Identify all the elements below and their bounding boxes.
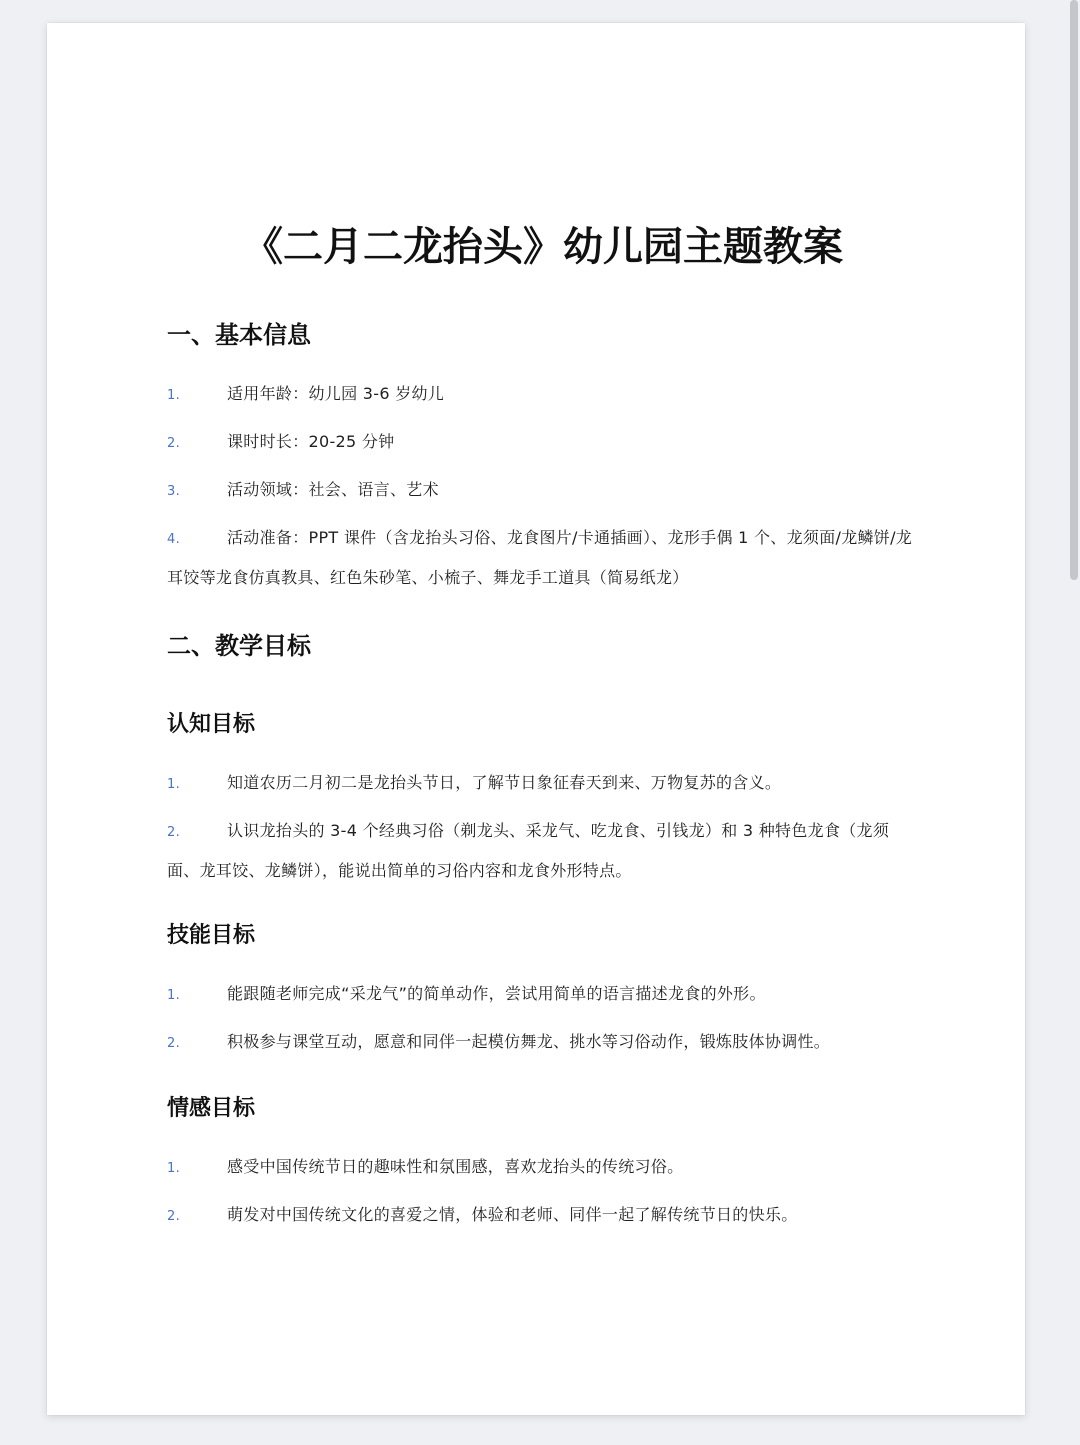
list-number: 1. [167, 988, 181, 1003]
list-text: 能跟随老师完成“采龙气”的简单动作，尝试用简单的语言描述龙食的外形。 [227, 984, 766, 1003]
list-item [167, 519, 919, 597]
list-text: 活动准备：PPT 课件（含龙抬头习俗、龙食图片/卡通插画）、龙形手偶 1 个、龙须面/龙鳞饼/龙耳饺等龙食仿真教具、红色朱砂笔、小梳子、舞龙手工道具（简易纸龙） [167, 528, 913, 587]
document-title: 《二月二龙抬头》幼儿园主题教案 [243, 224, 843, 270]
list-number: 1. [167, 388, 181, 403]
list-text: 知道农历二月初二是龙抬头节日，了解节日象征春天到来、万物复苏的含义。 [227, 773, 782, 792]
list-item [167, 1196, 919, 1236]
list-item [167, 471, 919, 511]
list-text: 感受中国传统节日的趣味性和氛围感，喜欢龙抬头的传统习俗。 [227, 1157, 684, 1176]
list-text: 积极参与课堂互动，愿意和同伴一起模仿舞龙、挑水等习俗动作，锻炼肢体协调性。 [227, 1032, 831, 1051]
list-number: 4. [167, 532, 181, 547]
list-item [167, 975, 919, 1015]
list-item [167, 1023, 919, 1063]
list-number: 3. [167, 484, 181, 499]
list-number: 2. [167, 825, 181, 840]
list-text: 活动领域：社会、语言、艺术 [227, 480, 439, 499]
subsection-heading-cognitive: 认知目标 [167, 712, 256, 737]
list-number: 1. [167, 1161, 181, 1176]
section-heading-basic-info: 一、基本信息 [167, 321, 311, 349]
subsection-heading-skill: 技能目标 [167, 923, 256, 948]
list-number: 1. [167, 777, 181, 792]
list-item [167, 423, 919, 463]
list-number: 2. [167, 1036, 181, 1051]
list-item [167, 812, 919, 890]
list-text: 适用年龄：幼儿园 3-6 岁幼儿 [227, 384, 445, 403]
section-heading-teaching-goals: 二、教学目标 [167, 632, 311, 660]
list-text: 课时时长：20-25 分钟 [227, 432, 395, 451]
list-number: 2. [167, 436, 181, 451]
list-number: 2. [167, 1209, 181, 1224]
list-text: 萌发对中国传统文化的喜爱之情，体验和老师、同伴一起了解传统节日的快乐。 [227, 1205, 798, 1224]
list-item [167, 764, 919, 804]
subsection-heading-emotional: 情感目标 [167, 1096, 256, 1121]
vertical-scrollbar[interactable] [1070, 0, 1078, 580]
document-page [47, 23, 1025, 1415]
list-item [167, 375, 919, 415]
list-item [167, 1148, 919, 1188]
list-text: 认识龙抬头的 3-4 个经典习俗（剃龙头、采龙气、吃龙食、引钱龙）和 3 种特色龙食（龙须面、龙耳饺、龙鳞饼），能说出简单的习俗内容和龙食外形特点。 [167, 821, 890, 880]
